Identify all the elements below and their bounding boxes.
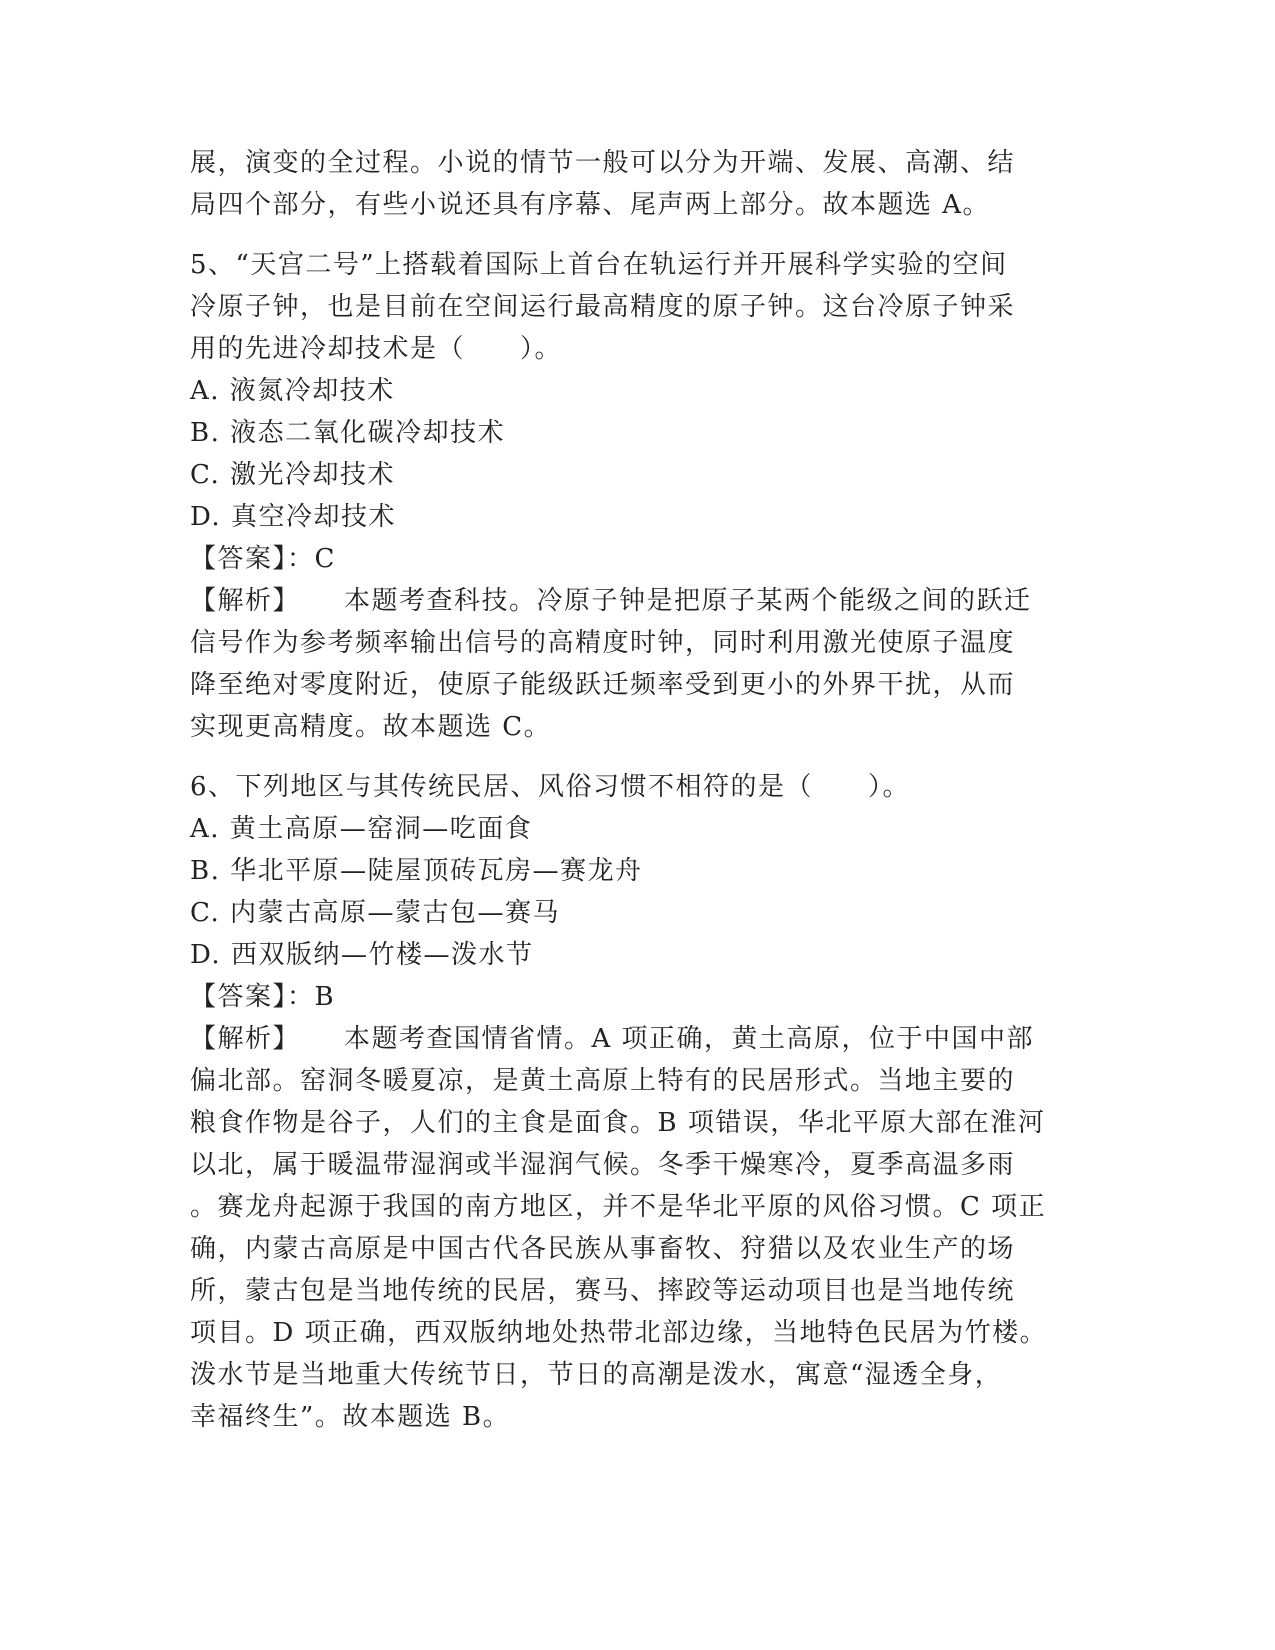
analysis-line: 所，蒙古包是当地传统的民居，赛马、摔跤等运动项目也是当地传统 <box>190 1276 1016 1306</box>
option-d: D. 西双版纳—竹楼—泼水节 <box>190 940 534 970</box>
previous-analysis-continuation <box>190 142 1090 226</box>
analysis-first-line <box>190 1018 1090 1060</box>
analysis-first-line <box>190 580 1090 622</box>
analysis-text: 本题考查科技。冷原子钟是把原子某两个能级之间的跃迁 <box>344 586 1032 616</box>
option-c: C. 激光冷却技术 <box>190 460 395 490</box>
analysis-line: 实现更高精度。故本题选 C。 <box>190 712 552 742</box>
question-stem-line: 冷原子钟，也是目前在空间运行最高精度的原子钟。这台冷原子钟采 <box>190 292 1016 322</box>
analysis-text: 本题考查国情省情。A 项正确，黄土高原，位于中国中部 <box>344 1024 1035 1054</box>
analysis-line: 幸福终生”。故本题选 B。 <box>190 1402 511 1432</box>
document-body <box>190 142 1090 1438</box>
analysis-line: 粮食作物是谷子，人们的主食是面食。B 项错误，华北平原大部在淮河 <box>190 1108 1046 1138</box>
option-c: C. 内蒙古高原—蒙古包—赛马 <box>190 898 560 928</box>
text-line: 展，演变的全过程。小说的情节一般可以分为开端、发展、高潮、结 <box>190 148 1016 178</box>
analysis-label: 【解析】 <box>190 586 301 616</box>
analysis-line: 以北，属于暖温带湿润或半湿润气候。冬季干燥寒冷，夏季高温多雨 <box>190 1150 1016 1180</box>
answer-line: 【答案】：B <box>190 982 336 1012</box>
option-a: A. 液氮冷却技术 <box>190 376 395 406</box>
analysis-line: 项目。D 项正确，西双版纳地处热带北部边缘，当地特色民居为竹楼。 <box>190 1318 1048 1348</box>
question-stem-line: 6、下列地区与其传统民居、风俗习惯不相符的是（ ）。 <box>190 772 911 802</box>
question-stem-line: 用的先进冷却技术是（ ）。 <box>190 334 563 364</box>
question-6 <box>190 766 1090 1438</box>
option-d: D. 真空冷却技术 <box>190 502 396 532</box>
paragraph-gap <box>190 748 1090 766</box>
analysis-line: 降至绝对零度附近，使原子能级跃迁频率受到更小的外界干扰，从而 <box>190 670 1016 700</box>
analysis-line: 。赛龙舟起源于我国的南方地区，并不是华北平原的风俗习惯。C 项正 <box>190 1192 1047 1222</box>
analysis-line: 信号作为参考频率输出信号的高精度时钟，同时利用激光使原子温度 <box>190 628 1016 658</box>
question-5 <box>190 244 1090 748</box>
text-line: 局四个部分，有些小说还具有序幕、尾声两上部分。故本题选 A。 <box>190 190 991 220</box>
analysis-line: 确，内蒙古高原是中国古代各民族从事畜牧、狩猎以及农业生产的场 <box>190 1234 1016 1264</box>
option-b: B. 液态二氧化碳冷却技术 <box>190 418 506 448</box>
option-b: B. 华北平原—陡屋顶砖瓦房—赛龙舟 <box>190 856 643 886</box>
analysis-label: 【解析】 <box>190 1024 301 1054</box>
paragraph-gap <box>190 226 1090 244</box>
option-a: A. 黄土高原—窑洞—吃面食 <box>190 814 533 844</box>
analysis-line: 偏北部。窑洞冬暖夏凉，是黄土高原上特有的民居形式。当地主要的 <box>190 1066 1016 1096</box>
answer-line: 【答案】：C <box>190 544 336 574</box>
question-stem-line: 5、“天宫二号”上搭载着国际上首台在轨运行并开展科学实验的空间 <box>190 250 1008 280</box>
analysis-line: 泼水节是当地重大传统节日，节日的高潮是泼水，寓意“湿透全身， <box>190 1360 1003 1390</box>
